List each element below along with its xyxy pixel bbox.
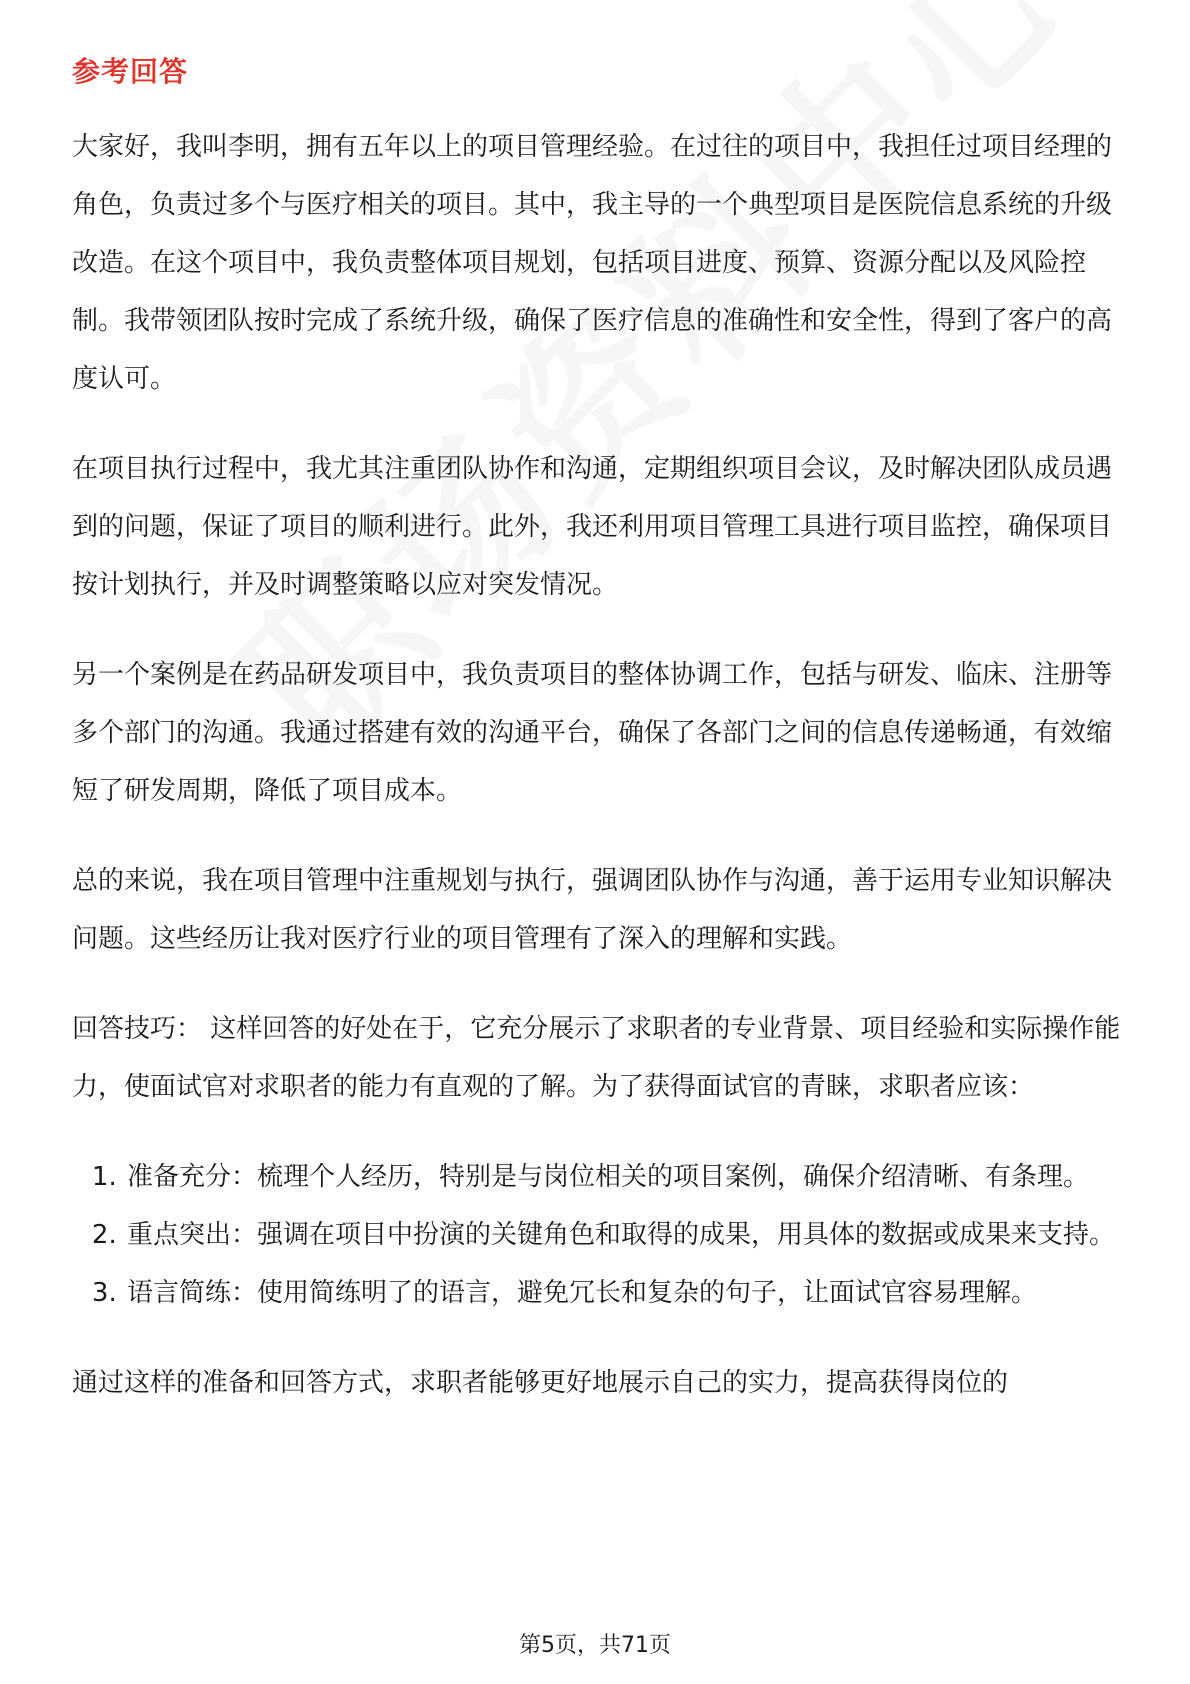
section-heading: 参考回答 (72, 55, 189, 88)
page-number: 第5页，共71页 (519, 1633, 671, 1658)
tips-list-item: 1. 准备充分：梳理个人经历，特别是与岗位相关的项目案例，确保介绍清晰、有条理。 (125, 1148, 1122, 1206)
paragraph-intro: 大家好，我叫李明，拥有五年以上的项目管理经验。在过往的项目中，我担任过项目经理的角色，负责过多个与医疗相关的项目。其中，我主导的一个典型项目是医院信息系统的升级改造。在这个项目中，我负责整体项目规划，包括项目进度、预算、资源分配以及风险控制。我带领团队按时完成了系统升级，确保了医疗信息的准确性和安全性，得到了客户的高度认可。 (72, 132, 1113, 394)
tips-list-item: 3. 语言简练：使用简练明了的语言，避免冗长和复杂的句子，让面试官容易理解。 (125, 1264, 1122, 1322)
paragraph-conclusion: 通过这样的准备和回答方式，求职者能够更好地展示自己的实力，提高获得岗位的 (72, 1368, 1009, 1398)
tips-list (72, 1148, 1122, 1322)
paragraph-case: 另一个案例是在药品研发项目中，我负责项目的整体协调工作，包括与研发、临床、注册等多个部门的沟通。我通过搭建有效的沟通平台，确保了各部门之间的信息传递畅通，有效缩短了研发周期，降低了项目成本。 (72, 660, 1113, 806)
tips-list-item: 2. 重点突出：强调在项目中扮演的关键角色和取得的成果，用具体的数据或成果来支持。 (125, 1206, 1122, 1264)
paragraph-teamwork: 在项目执行过程中，我尤其注重团队协作和沟通，定期组织项目会议，及时解决团队成员遇到的问题，保证了项目的顺利进行。此外，我还利用项目管理工具进行项目监控，确保项目按计划执行，并及时调整策略以应对突发情况。 (72, 454, 1113, 600)
paragraph-tips-intro: 回答技巧： 这样回答的好处在于，它充分展示了求职者的专业背景、项目经验和实际操作能力，使面试官对求职者的能力有直观的了解。为了获得面试官的青睐，求职者应该： (72, 1014, 1121, 1102)
paragraph-summary: 总的来说，我在项目管理中注重规划与执行，强调团队协作与沟通，善于运用专业知识解决问题。这些经历让我对医疗行业的项目管理有了深入的理解和实践。 (72, 866, 1113, 954)
answer-content (72, 118, 1122, 1444)
